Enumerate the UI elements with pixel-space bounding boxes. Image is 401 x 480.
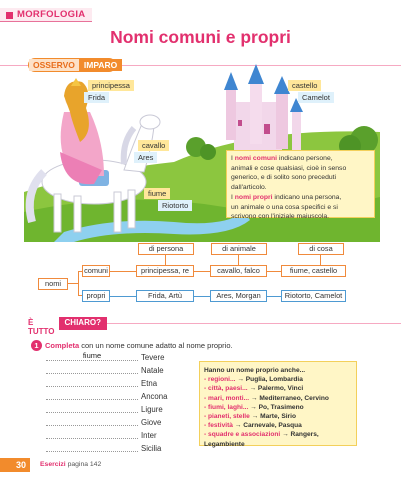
answer-field[interactable] [46,378,138,387]
diagram-root: nomi [38,278,68,290]
def-text: I [231,155,235,162]
hint-row [204,403,352,412]
tag-frida: Frida [84,92,109,103]
hint-row [204,384,352,393]
tag-castello: castello [288,80,321,91]
hint-value: → Po, Trasimeno [248,403,304,411]
hint-value: → Marte, Sirio [249,413,296,421]
def-text: generico, e di solito sono preceduti [231,174,337,182]
hint-key: - città, paesi... [204,385,248,393]
answer-field[interactable] [46,365,138,374]
exercise-number: 1 [31,340,42,351]
diagram-header-cosa: di cosa [298,243,344,255]
answer-field[interactable] [46,391,138,400]
hint-row [204,394,352,403]
clear-label-left: È TUTTO [0,317,59,330]
answer-field[interactable] [46,443,138,452]
hint-row [204,421,352,430]
exercise-verb: Completa [45,341,80,350]
exercise-reference[interactable] [40,461,101,468]
def-text: I [231,193,235,201]
proper-noun: Sicilia [141,444,162,453]
def-text: dall'articolo. [231,184,267,192]
proper-noun: Tevere [141,353,165,362]
observe-badge [28,58,116,72]
hint-box [199,361,357,446]
diagram-propri: propri [82,290,110,302]
hint-row [204,430,352,448]
exercise-instruction [45,341,233,350]
answer-field[interactable] [46,430,138,439]
tag-cavallo: cavallo [138,140,169,151]
def-text: indicano persone, [277,155,333,162]
answer-field[interactable]: fiume [46,352,138,361]
hint-row [204,412,352,421]
hint-key: - squadre e associazioni [204,431,281,439]
exercise-text: con un nome comune adatto al nome proprio. [79,341,233,350]
answer-field[interactable] [46,404,138,413]
def-text: indicano una persona, [272,193,342,201]
def-text: un animale o una cosa specifici e si [231,203,338,211]
hint-value: → Palermo, Vinci [247,385,304,393]
def-text: animali e cose qualsiasi, cioè in senso [231,164,347,172]
diagram-cell-propri-cosa: Riotorto, Camelot [281,290,346,302]
tag-principessa: principessa [88,80,134,91]
proper-noun: Ancona [141,392,168,401]
def-highlight-comuni: nomi comuni [234,155,278,162]
tag-fiume: fiume [144,188,170,199]
section-tag [0,8,92,22]
hint-value: → Puglia, Lombardia [235,376,303,384]
tag-riotorto: Riotorto [158,200,192,211]
answer-field[interactable] [46,417,138,426]
proper-noun: Natale [141,366,164,375]
hint-key: - festività [204,422,233,430]
diagram-header-persona: di persona [138,243,194,255]
clear-badge [0,317,101,336]
def-highlight-propri: nomi propri [234,193,273,201]
diagram-cell-comuni-persona: principessa, re [136,265,194,277]
tag-ares: Ares [134,152,157,163]
clear-label-right: CHIARO? [59,317,107,330]
proper-noun: Giove [141,418,162,427]
tag-camelot: Camelot [298,92,334,103]
def-text: scrivono con l'iniziale maiuscola. [231,213,330,221]
hint-key: - fiumi, laghi... [204,403,249,411]
hint-key: - mari, monti... [204,394,250,402]
hint-value: → Rangers, Legambiente [204,431,319,448]
hint-value: → Carnevale, Pasqua [232,422,302,430]
hint-key: - regioni... [204,376,236,384]
proper-noun: Ligure [141,405,163,414]
diagram-cell-comuni-cosa: fiume, castello [281,265,346,277]
diagram-comuni: comuni [82,265,110,277]
hint-key: - pianeti, stelle [204,413,250,421]
page-title: Nomi comuni e propri [110,27,291,47]
proper-noun: Etna [141,379,158,388]
diagram-cell-propri-persona: Frida, Artù [136,290,194,302]
proper-noun: Inter [141,431,157,440]
section-label: MORFOLOGIA [17,9,86,20]
exercise-reference-label: Esercizi [40,461,66,468]
hint-value: → Mediterraneo, Cervino [249,394,329,402]
definition-box [226,150,375,221]
hint-row [204,375,352,384]
exercise-reference-text: pagina 142 [65,461,102,468]
page-number: 30 [0,458,30,472]
diagram-cell-propri-animale: Ares, Morgan [210,290,267,302]
learn-label: IMPARO [79,59,122,71]
hint-title: Hanno un nome proprio anche... [204,367,306,374]
section-marker [6,12,13,19]
diagram-header-animale: di animale [211,243,267,255]
observe-label: OSSERVO [29,59,79,71]
diagram-cell-comuni-animale: cavallo, falco [210,265,267,277]
